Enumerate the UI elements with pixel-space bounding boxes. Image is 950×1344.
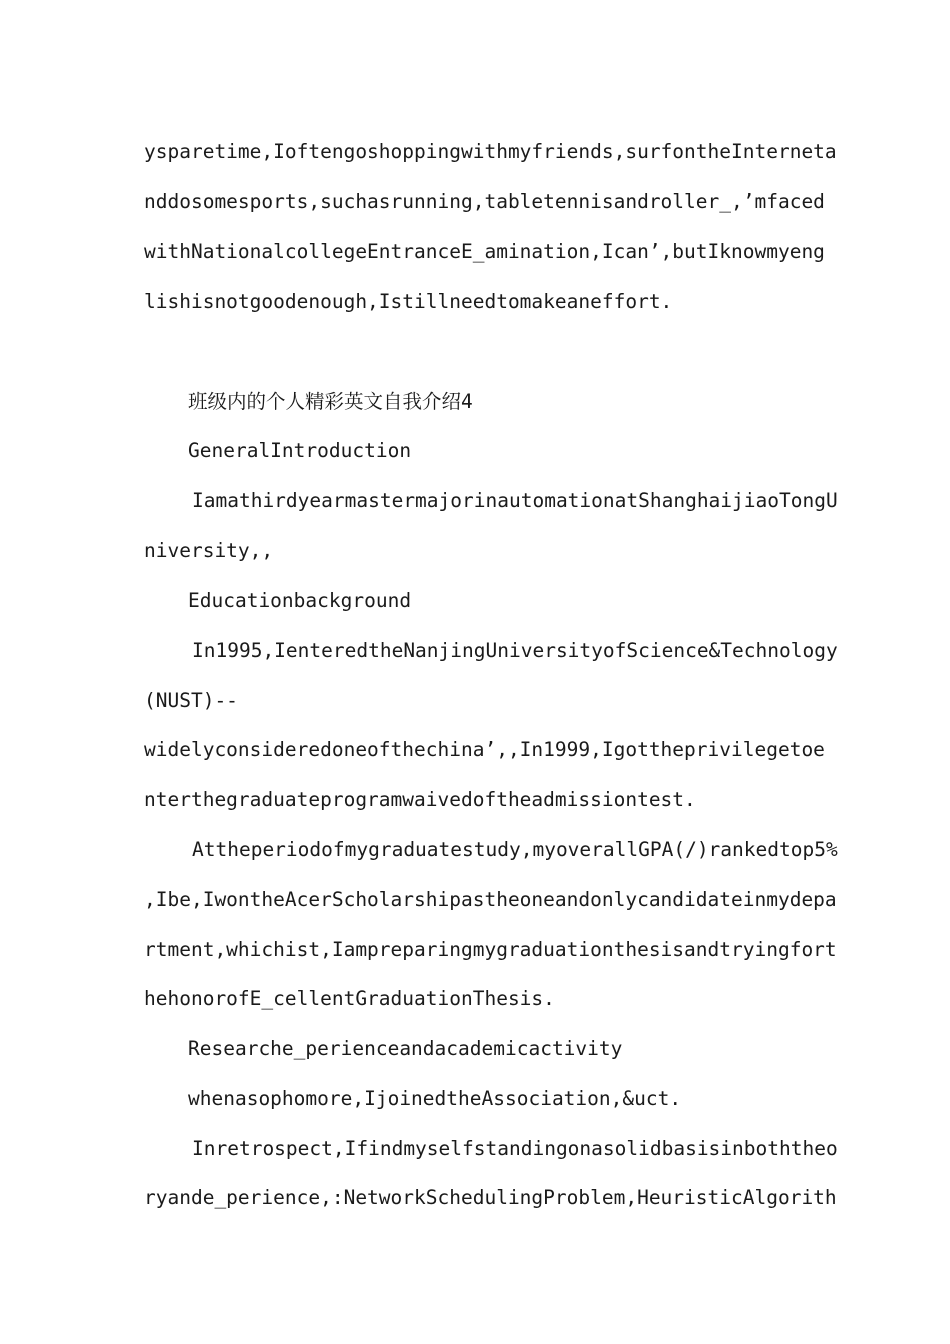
heading-research-experience: Researche_perienceandacademicactivity — [188, 1037, 623, 1060]
heading-general-introduction: GeneralIntroduction — [188, 439, 412, 462]
paragraph-line: ,Ibe,IwontheAcerScholarshipastheoneandonlycandidateinmydepa — [144, 888, 837, 911]
paragraph-line: nterthegraduateprogramwaivedoftheadmissiontest. — [144, 788, 696, 811]
paragraph-line: IamathirdyearmastermajorinautomationatShanghaijiaoTongU — [192, 489, 838, 512]
paragraph-line: rtment,whichist,Iampreparingmygraduationthesisandtryingfort — [144, 938, 837, 961]
paragraph-line: In1995,IenteredtheNanjingUniversityofScience&Technology — [192, 639, 838, 662]
paragraph-line: nddosomesports,suchasrunning,tabletennisandroller_,’mfaced — [144, 190, 825, 213]
paragraph-line: Inretrospect,Ifindmyselfstandingonasolidbasisinboththeo — [192, 1137, 838, 1160]
section-title: 班级内的个人精彩英文自我介绍4 — [188, 390, 473, 413]
heading-education-background: Educationbackground — [188, 589, 412, 612]
paragraph-line: ryande_perience,:NetworkSchedulingProblem,HeuristicAlgorith — [144, 1186, 837, 1209]
paragraph-line: withNationalcollegeEntranceE_amination,Ican’,butIknowmyeng — [144, 240, 825, 263]
paragraph-line: (NUST)-- — [144, 689, 238, 712]
paragraph-line: widelyconsideredoneofthechina’,,In1999,Igottheprivilegetoe — [144, 738, 825, 761]
paragraph-line: ysparetime,Ioftengoshoppingwithmyfriends,surfontheInterneta — [144, 140, 837, 163]
paragraph-line: Attheperiodofmygraduatestudy,myoverallGPA(/)rankedtop5% — [192, 838, 838, 861]
paragraph-line: lishisnotgoodenough,Istillneedtomakeaneffort. — [144, 290, 673, 313]
paragraph-line: niversity,, — [144, 539, 274, 562]
paragraph-line: whenasophomore,IjoinedtheAssociation,&uct. — [188, 1087, 682, 1110]
paragraph-line: hehonorofE_cellentGraduationThesis. — [144, 987, 555, 1010]
